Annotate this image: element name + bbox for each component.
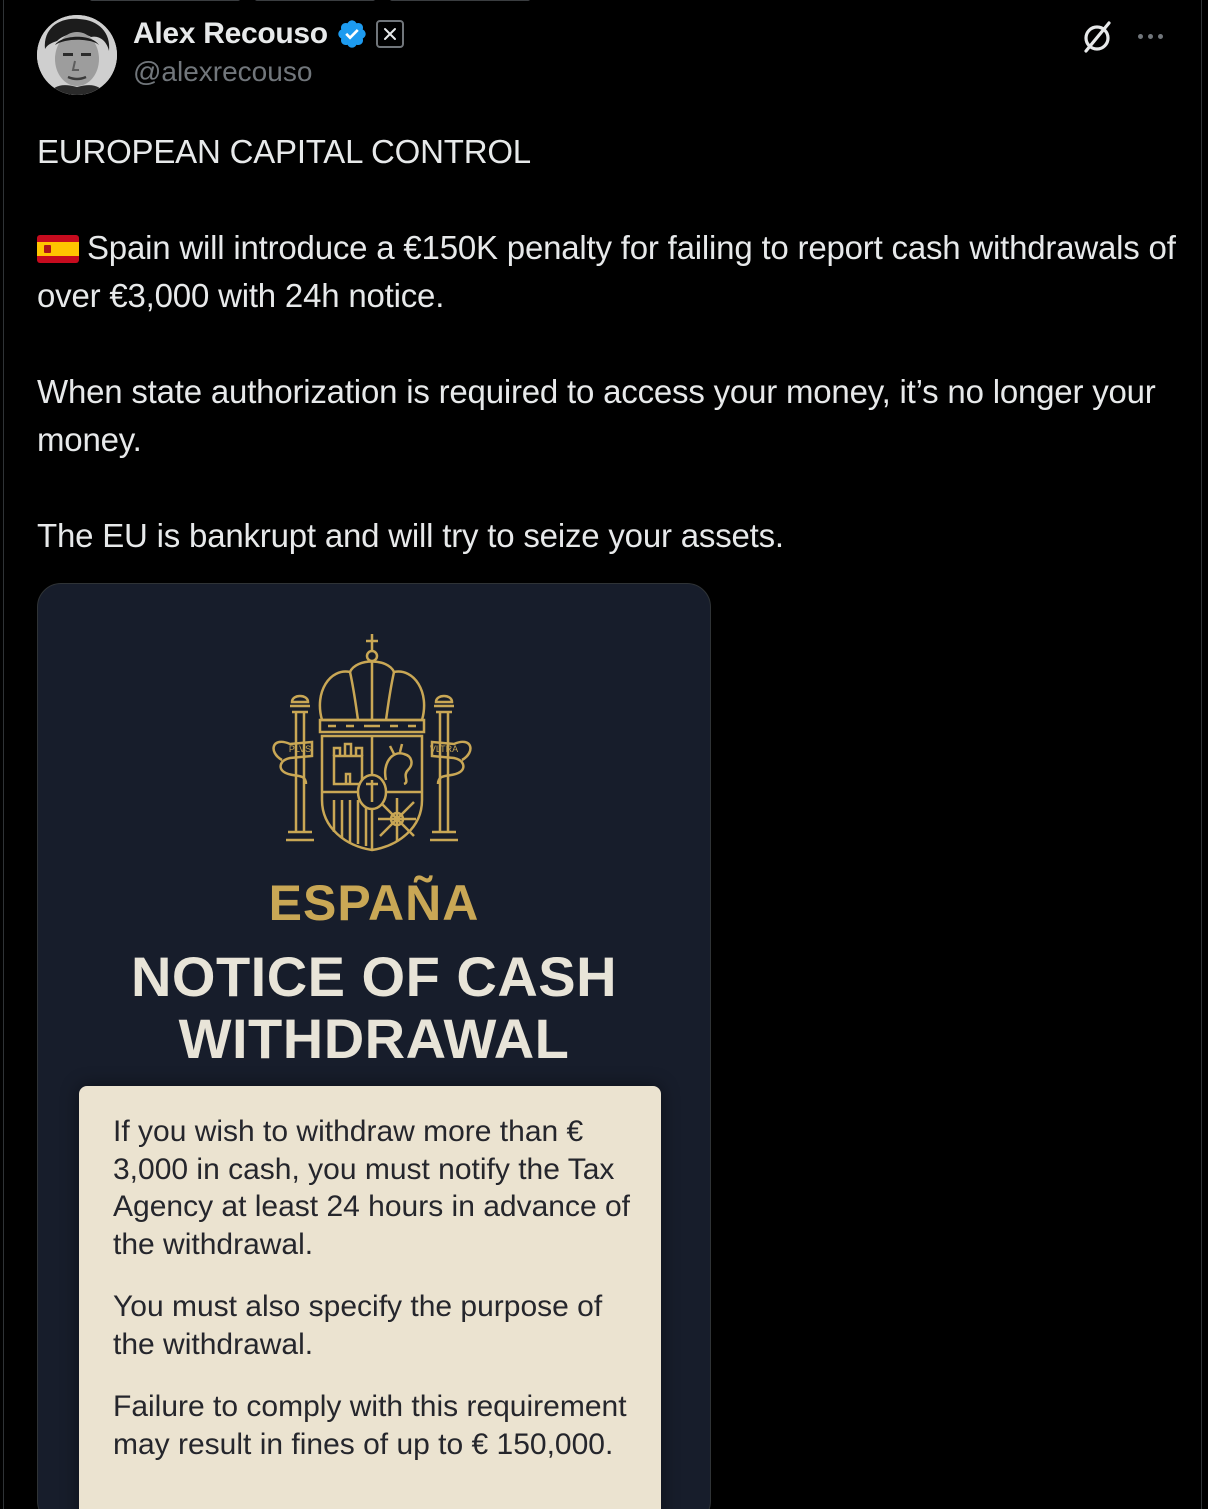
- grok-icon[interactable]: [1078, 18, 1116, 56]
- x-affiliate-icon[interactable]: [376, 20, 404, 48]
- media-country-label: ESPAÑA: [268, 875, 480, 931]
- motto-right: VLTRA: [429, 744, 459, 754]
- notice-paragraph-3: Failure to comply with this requirement may result in fines of up to € 150,000.: [113, 1390, 627, 1461]
- spain-flag-icon: [37, 235, 79, 263]
- notice-paragraph-1: If you wish to withdraw more than € 3,000 in cash, you must notify the Tax Agency at least 24 hours in advance of the withdrawal.: [113, 1115, 631, 1261]
- tweet-paragraph-1-text: Spain will introduce a €150K penalty for failing to report cash withdrawals of over €3,000 with 24h notice.: [37, 229, 1176, 314]
- verified-badge-icon: [336, 18, 368, 50]
- media-notice-title: [38, 946, 710, 1070]
- tweet-paragraph-3: The EU is bankrupt and will try to seize your assets.: [37, 517, 784, 554]
- avatar[interactable]: [37, 15, 117, 95]
- tweet-headline: EUROPEAN CAPITAL CONTROL: [37, 133, 531, 170]
- spanish-coat-of-arms-icon: [266, 632, 478, 862]
- media-title-line-1: NOTICE OF CASH: [130, 945, 618, 1008]
- tweet-paragraph-2: When state authorization is required to access your money, it’s no longer your money.: [37, 373, 1156, 458]
- notice-paper: [79, 1086, 661, 1509]
- author-display-name[interactable]: Alex Recouso: [133, 17, 328, 50]
- tweet-text: [37, 128, 1177, 560]
- tweet-media-image[interactable]: [37, 583, 711, 1509]
- timeline-border-left: [3, 0, 4, 1509]
- notice-paragraph-2: You must also specify the purpose of the withdrawal.: [113, 1290, 603, 1361]
- author-name-row[interactable]: [133, 14, 404, 54]
- media-title-line-2: WITHDRAWAL: [178, 1007, 570, 1070]
- timeline-border-right: [1201, 0, 1202, 1509]
- author-handle[interactable]: @alexrecouso: [133, 56, 313, 87]
- motto-left: PLVS: [288, 744, 312, 754]
- previous-post-cutoff: [90, 0, 550, 4]
- tweet-paragraph-1: [37, 224, 1177, 320]
- more-options-icon[interactable]: [1130, 20, 1170, 52]
